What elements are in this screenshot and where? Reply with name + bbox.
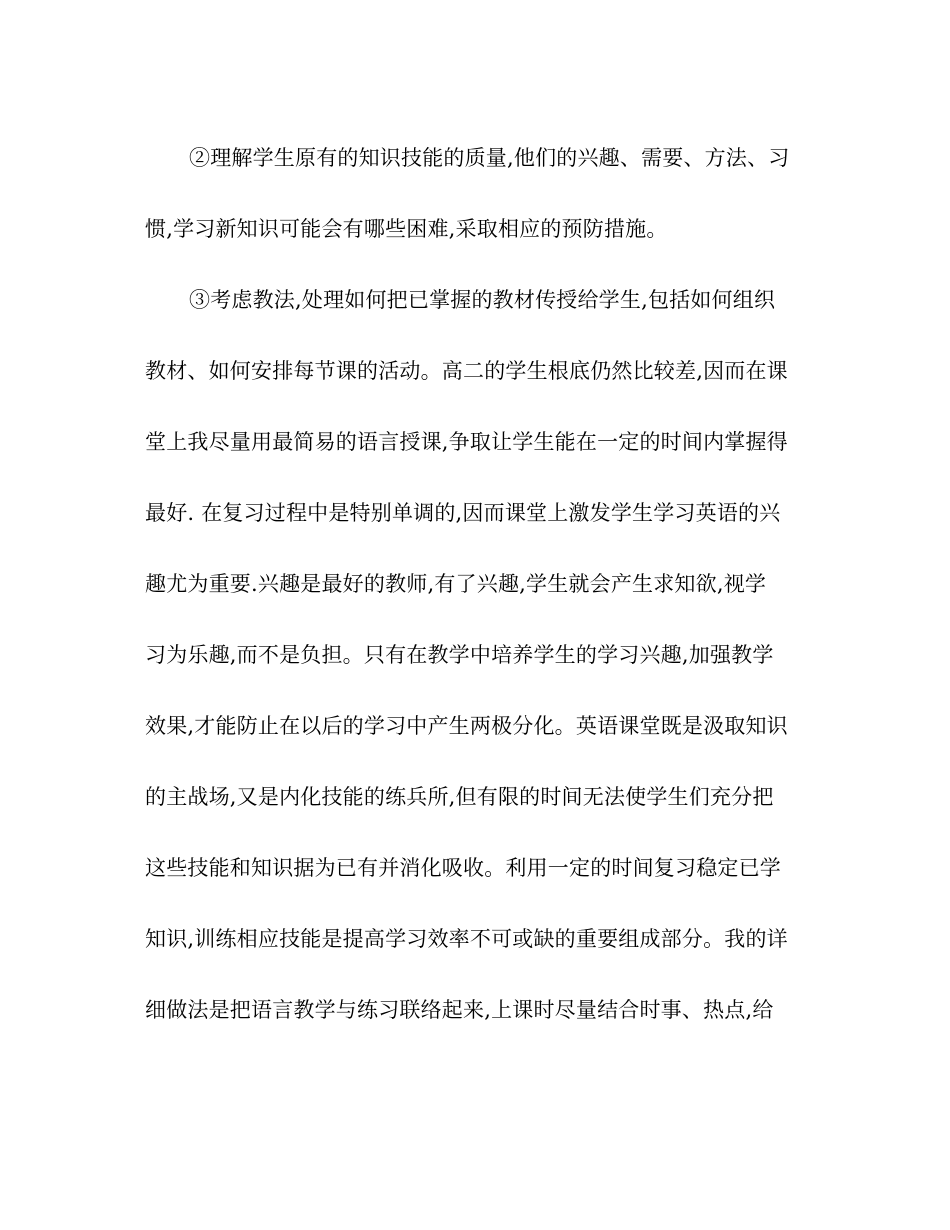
text-line: 效果,才能防止在以后的学习中产生两极分化。英语课堂既是汲取知识 [145, 714, 788, 738]
text-line: 的主战场,又是内化技能的练兵所,但有限的时间无法使学生们充分把 [145, 785, 774, 809]
text-line: 教材、如何安排每节课的活动。高二的学生根底仍然比较差,因而在课 [145, 359, 788, 383]
text-line: 这些技能和知识据为已有并消化吸收。利用一定的时间复习稳定已学 [145, 856, 781, 880]
text-line: ②理解学生原有的知识技能的质量,他们的兴趣、需要、方法、习 [189, 146, 790, 170]
text-line: 趣尤为重要.兴趣是最好的教师,有了兴趣,学生就会产生求知欲,视学 [145, 572, 767, 596]
text-line: 最好. 在复习过程中是特别单调的,因而课堂上激发学生学习英语的兴 [145, 501, 781, 525]
text-line: 习为乐趣,而不是负担。只有在教学中培养学生的学习兴趣,加强教学 [145, 643, 774, 667]
text-line: 堂上我尽量用最简易的语言授课,争取让学生能在一定的时间内掌握得 [145, 430, 788, 454]
text-line: ③考虑教法,处理如何把已掌握的教材传授给学生,包括如何组织 [189, 288, 776, 312]
text-line: 惯,学习新知识可能会有哪些困难,采取相应的预防措施。 [145, 217, 668, 241]
text-line: 知识,训练相应技能是提高学习效率不可或缺的重要组成部分。我的详 [145, 927, 788, 951]
text-line: 细做法是把语言教学与练习联络起来,上课时尽量结合时事、热点,给 [145, 998, 774, 1022]
